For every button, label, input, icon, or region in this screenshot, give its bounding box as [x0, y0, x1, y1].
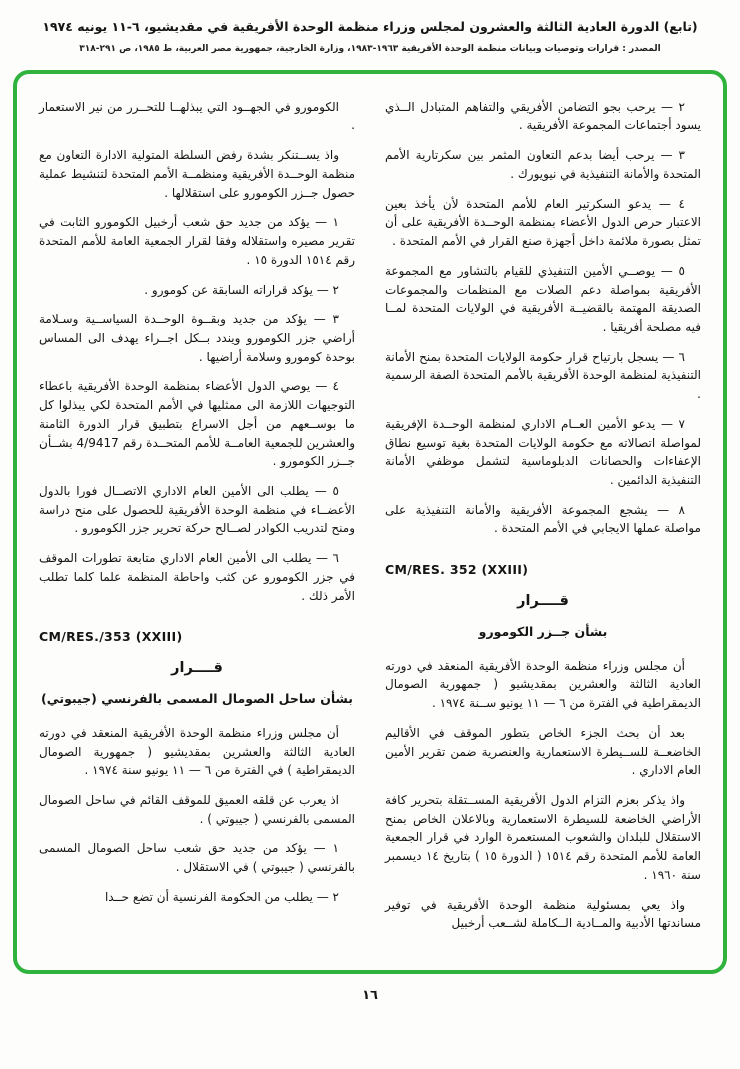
paragraph: واذ يســتنكر بشدة رفض السلطة المتولية الادارة التعاون مع منظمة الوحــدة الأفريقية ومنظمــة الأمم المتحدة لتنشيط عملية حصول جــزر الكومورو على استقلالها .: [39, 148, 355, 200]
numbered-clause: ٦ — يطلب الى الأمين العام الاداري متابعة تطورات الموقف في جزر الكومورو عن كثب واحاطة المنظمة علما كلما تطلب الأمر ذلك .: [39, 551, 355, 603]
numbered-clause: ٦ — يسجل بارتياح قرار حكومة الولايات المتحدة بمنح الأمانة التنفيذية لمنظمة الوحدة الأفريقية بالأمم المتحدة الصفة الرسمية .: [384, 349, 701, 402]
resolution-ref: CM/RES. 352 (XXIII): [385, 562, 529, 578]
resolution-subject: بشأن جــزر الكومورو: [478, 624, 608, 640]
numbered-clause: ٣ — يؤكد من جديد وبقــوة الوحــدة السياســية وسـلامة أراضي جزر الكومورو ويندد بــكل اجــراء يهدف الى المساس بوحدة كومورو وسلامة أراضيها .: [39, 312, 355, 364]
column-left: [39, 98, 355, 944]
resolution-title: قــــرار: [171, 659, 223, 676]
page-number: ١٦: [362, 988, 378, 1004]
column-right: [385, 98, 701, 944]
numbered-clause: ٥ — يطلب الى الأمين العام الاداري الاتصــال فورا بالدول الأعضــاء في منظمة الوحدة الأفريقية للحصول على منح دراسة ومنح لتدريب الكوادر لصــالح حركة تحرير جزر الكومورو .: [39, 483, 355, 536]
paragraph: واذ يعي بمسئولية منظمة الوحدة الأفريقية في توفير مساندتها الأدبية والمــادية الــكاملة لشــعب أرخبيل: [385, 897, 701, 931]
numbered-clause: ٢ — يؤكد قراراته السابقة عن كومورو .: [144, 282, 339, 297]
numbered-clause: ٣ — يرحب أيضا بدعم التعاون المثمر بين سكرتارية الأمم المتحدة والأمانة التنفيذية في نيويورك .: [385, 148, 701, 181]
paragraph: واذ يذكر بعزم التزام الدول الأفريقية المســتقلة بتحرير كافة الأراضي الخاضعة للسيطرة الاستعمارية وبالاعلان الخاص بمنح الاستقلال للبلدان والشعوب المستعمرة الوارد في قرار الجمعية العامة للأمم المتحدة رقم ١٥١٤ ( الدورة ١٥ ) بتاريخ ١٤ ديسمبر سنة ١٩٦٠ .: [385, 793, 702, 882]
numbered-clause: ٢ — يطلب من الحكومة الفرنسية أن تضع حــدا: [104, 889, 339, 904]
paragraph: بعد أن بحث الجزء الخاص بتطور الموقف في الأقاليم الخاضعــة للســيطرة الاستعمارية والعنصرية ضمن تقرير الأمين العام الاداري .: [385, 725, 701, 778]
content-border: [13, 70, 727, 974]
numbered-clause: ٥ — يوصــي الأمين التنفيذي للقيام بالتشاور مع المجموعة الأفريقية بمواصلة دعم الصلات مع المنظمات والمجموعات الصديقة المهتمة بالقضيــة الأفريقية في الولايات المتحدة لمــا فيه مصلحة أفريقيا .: [385, 263, 701, 334]
resolution-ref: CM/RES./353 (XXIII): [39, 629, 183, 645]
numbered-clause: ٢ — يرحب بجو التضامن الأفريقي والتفاهم المتبادل الــذي يسود أجتماعات المجموعة الأفريقية .: [385, 99, 701, 133]
numbered-clause: ٤ — يوصي الدول الأعضاء بمنظمة الوحدة الأفريقية باعطاء التوجيهات اللازمة الى ممثليها في الأمم المتحدة لكي يبذلوا كل ما بوســعهم من أجل الاسراع بتطبيق قرار الدورة الثامنة والعشرين للجمعية العامــة للأمم المتحــدة رقم 4/9417 بشــأن جــزر الكومورو .: [39, 379, 356, 469]
numbered-clause: ١ — يؤكد من جديد حق شعب أرخبيل الكومورو الثابت في تقرير مصيره واستقلاله وفقا لقرار الجمعية العامة للأمم المتحدة رقم ١٥١٤ الدورة ١٥ .: [39, 215, 355, 267]
resolution-subject: بشأن ساحل الصومال المسمى بالفرنسي (جيبوتي): [41, 691, 353, 707]
session-title: (تابع) الدورة العادية الثالثة والعشرون لمجلس وزراء منظمة الوحدة الأفريقية في مقديشيو، ٦-١١ يونيه ١٩٧٤: [42, 19, 698, 34]
paragraph: الكومورو في الجهــود التي يبذلهــا للتحــرر من نير الاستعمار .: [39, 99, 355, 133]
source-citation: المصدر : قرارات وتوصيات وبيانات منظمة الوحدة الأفريقية ١٩٦٣-١٩٨٣، وزارة الخارجية، جمهورية مصر العربية، ط ١٩٨٥، ص ٢٩١-٣١٨: [79, 43, 661, 54]
paragraph: أن مجلس وزراء منظمة الوحدة الأفريقية المنعقد في دورته العادية الثالثة والعشرين بمقديشيو ( جمهورية الصومال الديمقراطية في الفترة من ٦ — ١١ يونيو ســنة ١٩٧٤ .: [385, 658, 701, 711]
paragraph: أن مجلس وزراء منظمة الوحدة الأفريقية المنعقد في دورته العادية الثالثة والعشرين بمقديشيو ( جمهورية الصومال الديمقراطية ) في الفترة من ٦ — ١١ يونيو سنة ١٩٧٤ .: [39, 725, 355, 778]
resolution-title: قــــرار: [517, 592, 569, 609]
numbered-clause: ٤ — يدعو السكرتير العام للأمم المتحدة لأن يأخذ بعين الاعتبار حرص الدول الأعضاء بمنظمة الوحــدة الأفريقية على أن تمثل بصورة ملائمة داخل أجهزة صنع القرار في الأمم المتحدة .: [385, 196, 701, 249]
numbered-clause: ٧ — يدعو الأمين العــام الاداري لمنظمة الوحــدة الإفريقية لمواصلة اتصالاته مع حكومة الولايات المتحدة بغية توسيع نطاق الإعفاءات والحصانات الدبلوماسية لتشمل موظفي الأمانة التنفيذية الدائمين .: [385, 416, 701, 487]
paragraph: اذ يعرب عن قلقه العميق للموقف القائم في ساحل الصومال المسمى بالفرنسي ( جيبوتي ) .: [39, 793, 355, 826]
numbered-clause: ١ — يؤكد من جديد حق شعب ساحل الصومال المسمى بالفرنسي ( جيبوتي ) في الاستقلال .: [39, 841, 355, 875]
page-header: [0, 14, 740, 54]
numbered-clause: ٨ — يشجع المجموعة الأفريقية والأمانة التنفيذية على مواصلة عملها الايجابي في الأمم المتحدة .: [385, 502, 701, 536]
